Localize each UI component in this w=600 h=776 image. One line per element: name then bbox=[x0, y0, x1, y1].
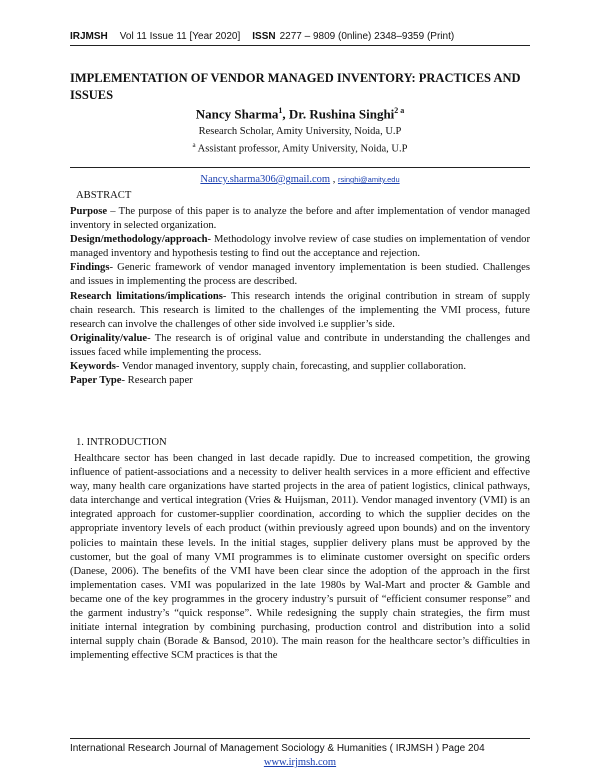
header-rule bbox=[70, 45, 530, 46]
footer-rule bbox=[70, 738, 530, 739]
volume-info: Vol 11 Issue 11 [Year 2020] bbox=[119, 31, 241, 42]
purpose-text: – The purpose of this paper is to analyze the before and after implementation of vendor managed inventory in selected organization. bbox=[70, 206, 530, 232]
footer-journal: International Research Journal of Management Sociology & Humanities ( IRJMSH ) bbox=[70, 743, 440, 754]
author-line: Nancy Sharma$^1$, Dr. Rushina Singhi$^{2 a}$ bbox=[195, 106, 405, 122]
footer-page-number: Page 204 bbox=[441, 743, 485, 754]
abstract-purpose bbox=[70, 205, 530, 233]
paper-type-label: Paper Type bbox=[70, 375, 122, 387]
issn-label: ISSN bbox=[252, 31, 276, 42]
affiliation-2 bbox=[0, 141, 600, 155]
keywords-text: - Vendor managed inventory, supply chain, forecasting, and supplier collaboration. bbox=[115, 361, 466, 373]
limitations-text: - This research intends the original contribution in stream of supply chain research. This research is limited to the challenges of the implementing the VMI process, future research can involve the challenges of other side involved i.e supplier’s side. bbox=[70, 290, 530, 330]
affiliation-1: Research Scholar, Amity University, Noida, U.P bbox=[198, 126, 402, 137]
affiliation-rule bbox=[70, 167, 530, 168]
issn-value: 2277 – 9809 (0nline) 2348–9359 (Print) bbox=[279, 31, 455, 42]
introduction-heading: 1. INTRODUCTION bbox=[76, 437, 167, 448]
abstract-design bbox=[70, 233, 530, 261]
findings-label: Findings bbox=[70, 262, 110, 274]
abstract-paper-type bbox=[70, 374, 530, 388]
abstract-body bbox=[70, 205, 530, 388]
author-2: Dr. Rushina Singhi bbox=[288, 106, 395, 122]
affiliation-2-sup: a bbox=[192, 141, 196, 149]
introduction-body bbox=[70, 452, 530, 663]
abstract-originality bbox=[70, 332, 530, 360]
originality-label: Originality/value bbox=[70, 332, 148, 344]
email-separator: , bbox=[330, 174, 338, 185]
purpose-label: Purpose bbox=[70, 206, 108, 217]
affiliation-2-text: Assistant professor, Amity University, Noida, U.P bbox=[195, 143, 408, 155]
footer-website-line bbox=[0, 757, 600, 768]
journal-abbrev: IRJMSH bbox=[70, 31, 108, 42]
author-1-sup: 1 bbox=[278, 106, 283, 115]
abstract-heading: ABSTRACT bbox=[76, 190, 132, 201]
footer-website-link[interactable]: www.irjmsh.com bbox=[263, 757, 337, 768]
running-header bbox=[70, 31, 454, 42]
author-2-sup: 2 a bbox=[394, 106, 405, 115]
limitations-label: Research limitations/implications bbox=[70, 290, 223, 302]
paper-type-text: - Research paper bbox=[121, 375, 193, 387]
originality-text: - The research is of original value and contribute in understanding the challenges and issues faced while implementing the process. bbox=[70, 332, 530, 358]
abstract-keywords bbox=[70, 360, 530, 374]
abstract-limitations bbox=[70, 290, 530, 332]
findings-text: - Generic framework of vendor managed inventory implementation is been studied. Challenges and issues in implementing the process are described. bbox=[70, 262, 530, 288]
email-link-2[interactable]: rsinghi@amity.edu bbox=[337, 175, 400, 184]
author-1: Nancy Sharma bbox=[195, 106, 279, 122]
paper-title: IMPLEMENTATION OF VENDOR MANAGED INVENTORY: PRACTICES AND ISSUES bbox=[70, 71, 521, 102]
design-text: - Methodology involve review of case studies on implementation of vendor managed inventory and hypothesis testing to find out the acceptance and rejection. bbox=[70, 234, 530, 260]
email-line bbox=[0, 174, 600, 185]
introduction-paragraph: Healthcare sector has been changed in last decade rapidly. Due to increased competition, the growing influence of patient-associations and a necessity to deliver health services in a more efficient and effective way, many health care organizations have started projects in the area of patient logistics, clinical pathways, data interchange and vertical integration (Vries & Huijsman, 2011). Vendor managed inventory (VMI) is an integrated approach for customer-supplier coordination, according to which the supplier decides on the appropriate inventory levels of each product (within previously agreed upon bounds) and on the inventory policies to maintain these levels. In the initial stages, supplier delivery plans must be approved by the customer, but the goal of many VMI programmes is to eliminate customer oversight on specific orders (Danese, 2006). The benefits of the VMI have been clear since the adoption of the approach in the first implementation cases. VMI was popularized in the late 1980s by Wal-Mart and procter & Gamble and became one of the key programmes in the grocery industry’s pursuit of “efficient consumer response” and the garment industry’s “quick response”. While redesigning the supply chain strategies, the firm must initiate internal integration by combining purchasing, production control and distribution into a solid internal supply chain (Borade & Bansod, 2010). The main reason for the healthcare sector’s difficulties in implementing effective SCM practices is that the bbox=[70, 453, 530, 662]
email-link-1[interactable]: Nancy.sharma306@gmail.com bbox=[200, 174, 331, 185]
keywords-label: Keywords bbox=[70, 361, 116, 373]
abstract-findings bbox=[70, 261, 530, 289]
footer-journal-line bbox=[70, 743, 530, 754]
design-label: Design/methodology/approach bbox=[70, 234, 208, 246]
